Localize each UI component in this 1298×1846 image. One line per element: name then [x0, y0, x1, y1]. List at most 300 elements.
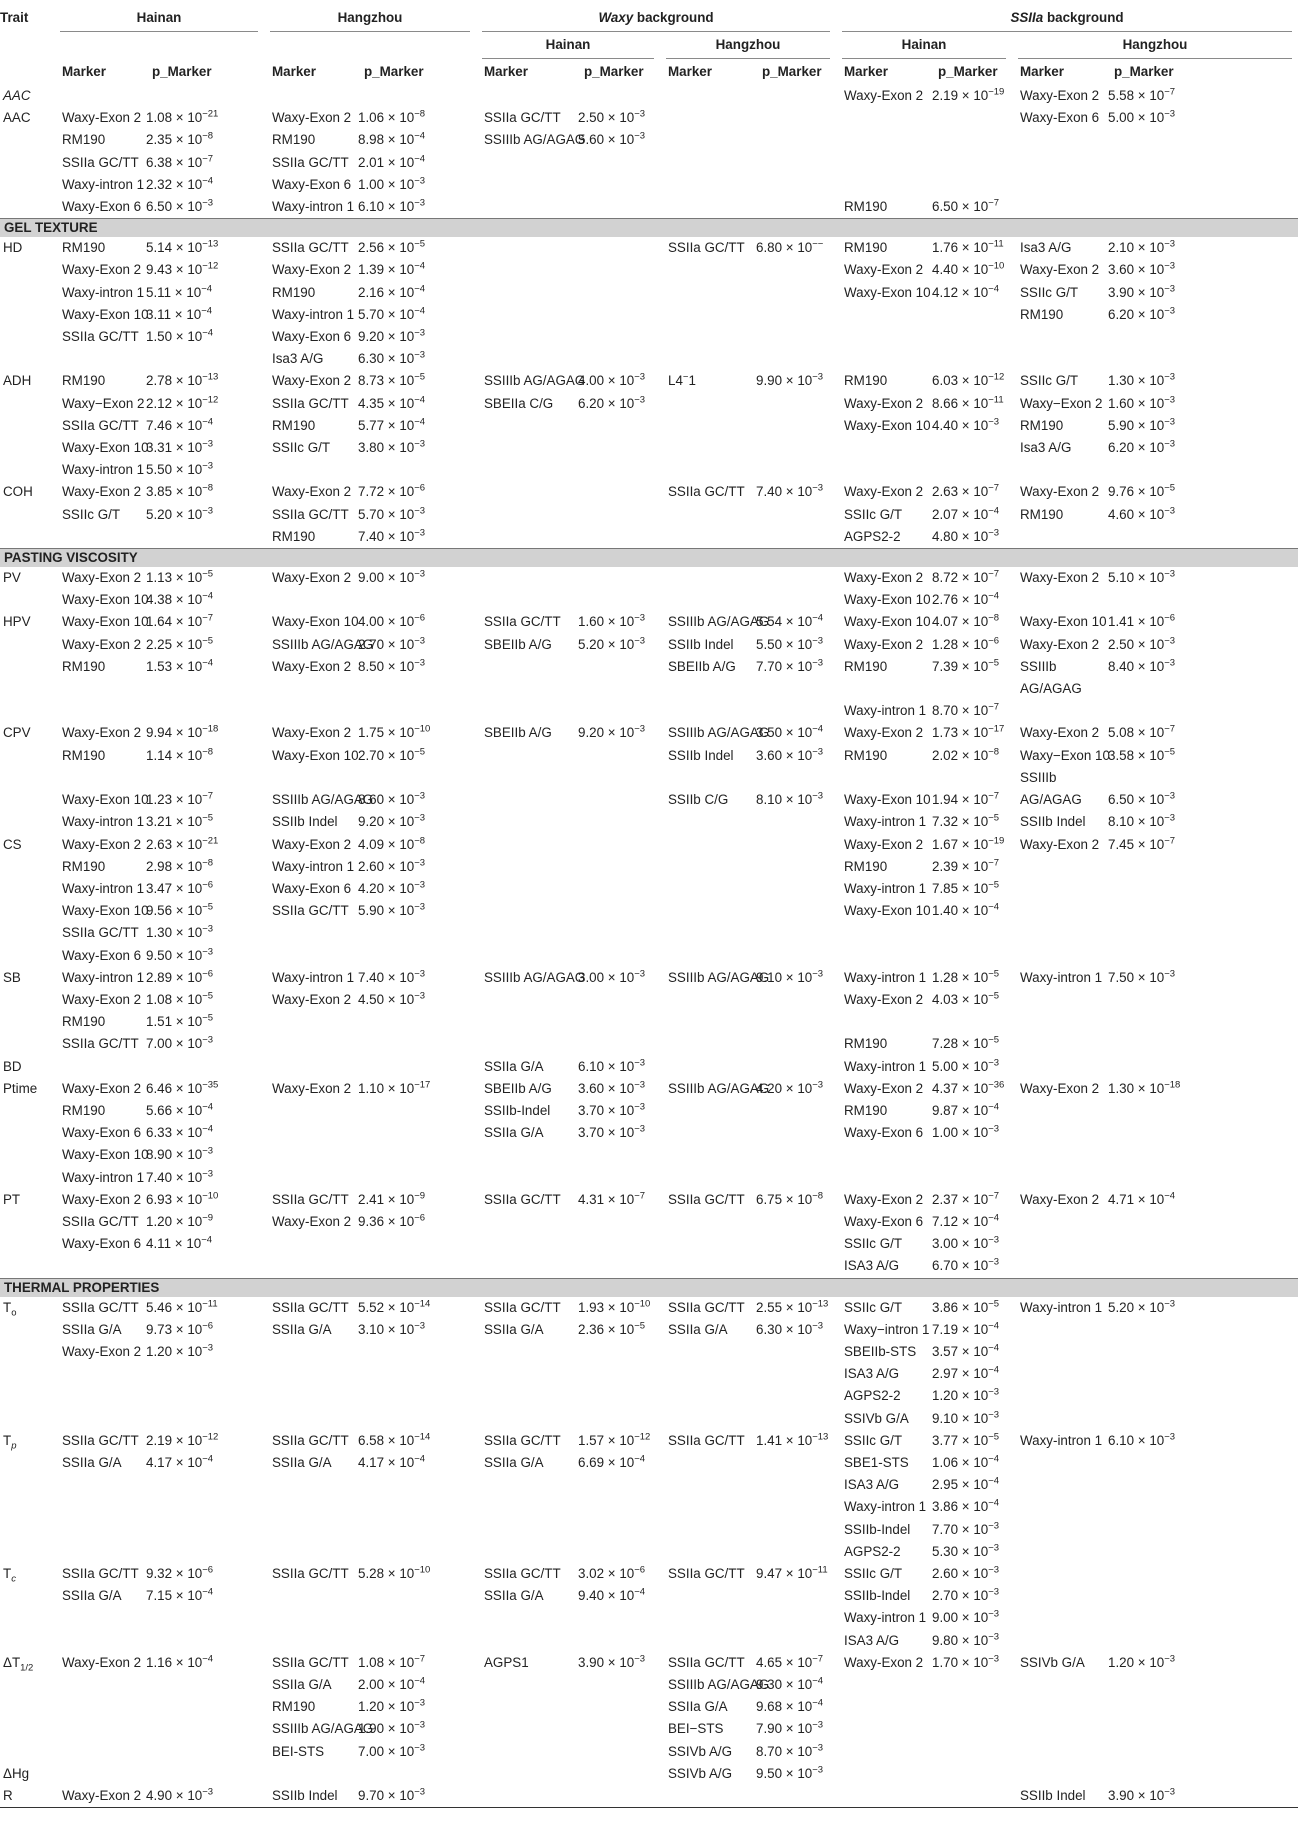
marker-name: Waxy-Exon 2 — [272, 991, 352, 1007]
marker-name: RM190 — [844, 373, 888, 389]
marker-name: Waxy-Exon 2 — [62, 991, 142, 1007]
p-value: $3.86 \times 10^{-5}$ — [932, 1298, 1000, 1315]
marker-name: SSIIa G/A — [272, 1677, 332, 1693]
marker-name: SSIIb-Indel — [484, 1102, 551, 1118]
marker-name: SSIIa G/A — [668, 1321, 728, 1337]
p-value: $1.06 \times 10^{-4}$ — [932, 1453, 1000, 1470]
p-value: $7.85 \times 10^{-5}$ — [932, 879, 1000, 896]
trait-label: AAC — [3, 88, 31, 103]
marker-cell — [836, 1297, 930, 1430]
marker-name: SBEIIb-STS — [844, 1343, 917, 1359]
marker-cell — [476, 370, 586, 481]
p-value — [932, 152, 1012, 174]
table-row — [0, 567, 1298, 611]
p-value-cell — [356, 370, 476, 481]
marker-cell — [476, 481, 576, 548]
p-value-cell — [576, 370, 660, 481]
p-value: $8.50 \times 10^{-3}$ — [358, 657, 426, 674]
marker-name: Waxy-intron 1 — [844, 814, 927, 830]
marker-name: Waxy-Exon 6 — [1020, 110, 1100, 126]
p-value: $8.90 \times 10^{-3}$ — [146, 1145, 214, 1163]
marker-name: SSIIa GC/TT — [668, 240, 745, 256]
marker-name: Waxy-Exon 6 — [62, 199, 142, 215]
p-value: $4.90 \times 10^{-3}$ — [146, 1786, 214, 1804]
p-value: $1.93 \times 10^{-10}$ — [578, 1298, 651, 1315]
marker-cell — [1012, 237, 1106, 370]
trait-label: $\Delta T_{1/2}$ — [3, 1654, 34, 1674]
header-p-marker: p_Marker — [762, 64, 822, 79]
marker-name: Waxy-intron 1 — [1020, 1432, 1103, 1448]
p-value: $5.60 \times 10^{-3}$ — [578, 130, 646, 148]
marker-cell — [1012, 1430, 1106, 1563]
trait-label: AAC — [3, 110, 31, 126]
p-value: $6.58 \times 10^{-14}$ — [358, 1431, 431, 1448]
marker-name: SSIIIb AG/AGAG — [668, 1080, 770, 1096]
p-value-cell — [930, 722, 1012, 833]
p-value: $4.09 \times 10^{-8}$ — [358, 835, 426, 852]
marker-cell — [836, 1189, 930, 1278]
p-value: $6.46 \times 10^{-35}$ — [146, 1079, 219, 1096]
p-value-cell — [144, 1056, 264, 1078]
marker-cell — [264, 1297, 356, 1430]
p-value: $6.70 \times 10^{-3}$ — [932, 1256, 1000, 1274]
marker-name: Waxy-Exon 2 — [62, 836, 142, 852]
marker-name — [844, 1785, 930, 1807]
marker-name: AGPS1 — [484, 1654, 529, 1670]
marker-name: RM190 — [62, 747, 106, 763]
marker-name: Waxy-intron 1 — [272, 306, 355, 322]
marker-name — [1020, 1763, 1106, 1785]
marker-cell — [54, 1785, 144, 1808]
table-row — [0, 1563, 1298, 1652]
marker-cell — [836, 1652, 930, 1763]
marker-cell — [1012, 1785, 1106, 1808]
marker-name — [484, 1785, 576, 1807]
marker-name: SSIIa G/A — [272, 1454, 332, 1470]
p-value — [756, 834, 836, 856]
marker-cell — [476, 1785, 576, 1808]
p-value: $5.90 \times 10^{-3}$ — [1108, 416, 1176, 433]
marker-name: SBEIIa C/G — [484, 395, 554, 411]
p-value-cell — [754, 967, 836, 1056]
marker-cell — [1012, 1652, 1106, 1763]
marker-name: Waxy-Exon 10 — [1020, 614, 1107, 630]
p-value: $9.20 \times 10^{-3}$ — [578, 724, 646, 741]
marker-name — [844, 1763, 930, 1785]
p-value: $8.98 \times 10^{-4}$ — [358, 130, 426, 148]
trait-label: $T_p$ — [3, 1432, 17, 1452]
marker-name: Waxy-Exon 6 — [272, 176, 352, 192]
p-value-cell — [1106, 1785, 1298, 1808]
section-title: GEL TEXTURE — [0, 219, 1298, 238]
p-value-cell — [144, 237, 264, 370]
p-value-cell — [356, 1785, 476, 1808]
table-row — [0, 237, 1298, 370]
marker-cell — [476, 967, 586, 1056]
trait-cell — [0, 722, 54, 833]
p-value-cell — [144, 1652, 264, 1763]
p-value: $9.90 \times 10^{-3}$ — [756, 371, 824, 389]
p-value-cell — [754, 1056, 836, 1078]
marker-name: SSIIa G/A — [484, 1588, 544, 1604]
p-value: $2.60 \times 10^{-3}$ — [932, 1564, 1000, 1581]
marker-name: SBEIIb A/G — [484, 1080, 552, 1096]
marker-cell — [836, 370, 930, 481]
p-value: $7.19 \times 10^{-4}$ — [932, 1320, 1000, 1337]
marker-name: Waxy-Exon 2 — [844, 1191, 924, 1207]
p-value: $2.78 \times 10^{-13}$ — [146, 371, 219, 389]
p-value — [932, 174, 1012, 196]
p-value: $1.20 \times 10^{-3}$ — [932, 1386, 1000, 1404]
marker-name: RM190 — [272, 1699, 316, 1715]
p-value: $1.39 \times 10^{-4}$ — [358, 260, 426, 278]
marker-name: SSIIb Indel — [272, 1788, 338, 1804]
marker-name: Waxy-Exon 2 — [844, 725, 924, 741]
marker-name: Waxy-Exon 10 — [62, 306, 149, 322]
marker-name: SSIIa GC/TT — [62, 329, 139, 345]
marker-cell — [836, 1056, 930, 1078]
p-value: $6.93 \times 10^{-10}$ — [146, 1190, 219, 1207]
p-value-cell — [754, 1763, 836, 1785]
marker-name: SSIIb Indel — [668, 636, 734, 652]
marker-name: Waxy-Exon 2 — [272, 110, 352, 126]
p-value: $8.40 \times 10^{-3}$ — [1108, 657, 1176, 674]
marker-name — [844, 767, 930, 789]
p-value: $1.51 \times 10^{-5}$ — [146, 1012, 214, 1030]
marker-name: Waxy-Exon 10 — [62, 1147, 149, 1163]
table-row — [0, 1189, 1298, 1278]
marker-cell — [264, 1056, 356, 1078]
marker-cell — [54, 481, 144, 548]
p-value — [358, 767, 476, 789]
marker-cell — [54, 1763, 144, 1785]
p-value — [1108, 1563, 1298, 1585]
marker-name: Waxy−Exon 10 — [1020, 747, 1110, 763]
marker-name: Waxy−Exon 2 — [1020, 395, 1103, 411]
p-value: $7.00 \times 10^{-3}$ — [358, 1742, 426, 1759]
section-header-row — [0, 1278, 1298, 1297]
header-p-marker: p_Marker — [1114, 64, 1174, 79]
p-value-cell — [576, 1763, 660, 1785]
p-value-cell — [144, 1563, 264, 1652]
p-value-cell — [356, 1056, 476, 1078]
p-value: $4.80 \times 10^{-3}$ — [932, 527, 1000, 544]
marker-name: RM190 — [844, 1036, 888, 1052]
marker-cell — [836, 1078, 930, 1189]
marker-cell — [836, 85, 930, 107]
p-value-cell — [1106, 237, 1298, 370]
p-value — [358, 1056, 476, 1078]
marker-name: SSIIb-Indel — [844, 1521, 911, 1537]
marker-name: SSIIIb AG/AGAG — [1020, 658, 1082, 697]
marker-cell — [476, 722, 576, 833]
p-value: $3.90 \times 10^{-3}$ — [1108, 1786, 1176, 1804]
trait-label: ADH — [3, 373, 32, 389]
p-value-cell — [576, 722, 660, 833]
marker-name: SSIIIb AG/AGAG — [668, 614, 770, 630]
p-value-cell — [930, 85, 1012, 107]
marker-name — [484, 85, 576, 107]
p-value: $9.40 \times 10^{-4}$ — [578, 1586, 646, 1604]
p-value-cell — [576, 1430, 660, 1563]
header-ssiia-hainan: Hainan — [836, 32, 1012, 59]
p-value: $1.53 \times 10^{-4}$ — [146, 657, 214, 674]
header-marker: Marker — [1020, 64, 1064, 79]
p-value: $3.47 \times 10^{-6}$ — [146, 879, 214, 896]
trait-label: BD — [3, 1058, 22, 1074]
p-value: $7.70 \times 10^{-3}$ — [932, 1520, 1000, 1537]
p-value: $9.68 \times 10^{-4}$ — [756, 1697, 824, 1715]
marker-name: RM190 — [272, 417, 316, 433]
header-ssiia-hangzhou: Hangzhou — [1012, 32, 1298, 59]
table-row — [0, 1763, 1298, 1785]
p-value: $2.56 \times 10^{-5}$ — [358, 238, 426, 256]
marker-cell — [836, 1563, 930, 1652]
marker-name: RM190 — [62, 132, 106, 148]
p-value: $3.50 \times 10^{-4}$ — [756, 724, 824, 741]
marker-cell — [660, 1430, 754, 1563]
marker-name: SSIIa GC/TT — [484, 1191, 561, 1207]
header-hainan: Hainan — [54, 5, 264, 32]
p-value: $4.11 \times 10^{-4}$ — [146, 1234, 213, 1252]
table-row — [0, 1785, 1298, 1808]
p-value: $5.00 \times 10^{-3}$ — [1108, 108, 1176, 126]
p-value-cell — [576, 1563, 660, 1652]
header-marker: Marker — [272, 64, 316, 79]
marker-name: Waxy-intron 1 — [844, 1610, 927, 1626]
p-value: $3.31 \times 10^{-3}$ — [146, 438, 214, 456]
marker-name: SSIIa G/A — [668, 1699, 728, 1715]
marker-name: SSIVb G/A — [844, 1410, 909, 1426]
p-value-cell — [576, 1189, 660, 1278]
p-value: $4.17 \times 10^{-4}$ — [146, 1453, 214, 1470]
p-value — [756, 767, 836, 789]
p-value-cell — [1106, 370, 1298, 481]
marker-name: Waxy-Exon 2 — [1020, 262, 1100, 278]
p-value-cell — [754, 370, 836, 481]
p-value: $8.10 \times 10^{-3}$ — [1108, 812, 1176, 830]
marker-cell — [836, 611, 930, 722]
marker-cell — [660, 1785, 754, 1808]
p-value-cell — [930, 107, 1012, 219]
marker-cell — [476, 107, 586, 219]
p-value-cell — [356, 1297, 476, 1430]
marker-name: SSIIa GC/TT — [272, 1432, 349, 1448]
marker-cell — [54, 722, 149, 833]
marker-name: Waxy-intron 1 — [62, 284, 145, 300]
p-value-cell — [1106, 967, 1298, 1056]
header-p-marker: p_Marker — [364, 64, 424, 79]
p-value: $1.20 \times 10^{-3}$ — [1108, 1653, 1176, 1670]
p-value-cell — [1106, 1763, 1298, 1785]
p-value-cell — [144, 85, 264, 107]
p-value: $8.73 \times 10^{-5}$ — [358, 371, 426, 389]
p-value: $5.00 \times 10^{-3}$ — [932, 1057, 1000, 1074]
marker-name: Waxy-intron 1 — [844, 969, 927, 985]
p-value-cell — [1106, 1430, 1298, 1563]
header-row-3 — [0, 59, 1298, 85]
marker-cell — [264, 567, 356, 611]
marker-cell — [660, 1652, 770, 1763]
marker-name: Waxy-Exon 10 — [844, 614, 931, 630]
marker-name: AGPS2-2 — [844, 528, 901, 544]
p-value: $2.50 \times 10^{-3}$ — [578, 108, 646, 126]
p-value: $3.80 \times 10^{-3}$ — [358, 438, 426, 456]
p-value-cell — [1106, 722, 1298, 833]
marker-cell — [476, 1078, 576, 1189]
marker-cell — [264, 107, 356, 219]
p-value-cell — [930, 567, 1012, 611]
p-value: $7.40 \times 10^{-3}$ — [358, 527, 426, 544]
marker-cell — [264, 85, 356, 107]
marker-name: SSIIIb AG/AGAG — [668, 969, 770, 985]
marker-name: SSIIIb AG/AGAG — [668, 725, 770, 741]
p-value: $4.65 \times 10^{-7}$ — [756, 1653, 824, 1670]
p-value: $3.00 \times 10^{-3}$ — [578, 968, 646, 985]
marker-cell — [1012, 1078, 1106, 1189]
marker-cell — [836, 107, 930, 219]
marker-name: Waxy-Exon 10 — [62, 614, 149, 630]
trait-label: COH — [3, 484, 33, 500]
p-value-cell — [754, 611, 836, 722]
p-value: $2.00 \times 10^{-4}$ — [358, 1675, 426, 1693]
marker-cell — [54, 1056, 144, 1078]
marker-name: Waxy-intron 1 — [62, 814, 145, 830]
table-row — [0, 1297, 1298, 1430]
p-value-cell — [1106, 481, 1298, 548]
p-value — [146, 85, 264, 107]
marker-name: Waxy-Exon 2 — [1020, 570, 1100, 586]
p-value: $3.00 \times 10^{-3}$ — [932, 1234, 1000, 1252]
p-value: $9.10 \times 10^{-3}$ — [756, 968, 824, 985]
p-value-cell — [930, 1563, 1012, 1652]
p-value: $4.20 \times 10^{-3}$ — [358, 879, 426, 896]
marker-cell — [54, 1078, 149, 1189]
p-value: $1.41 \times 10^{-6}$ — [1108, 613, 1176, 630]
marker-name: SSIIa GC/TT — [62, 1432, 139, 1448]
p-value-cell — [576, 1652, 660, 1763]
marker-cell — [836, 567, 930, 611]
marker-cell — [1012, 967, 1106, 1056]
p-value-cell — [576, 611, 660, 722]
p-value-cell — [576, 1078, 660, 1189]
trait-cell — [0, 370, 54, 481]
marker-name — [484, 834, 576, 856]
p-value: $1.75 \times 10^{-10}$ — [358, 724, 431, 741]
marker-cell — [660, 611, 770, 722]
marker-cell — [1012, 1763, 1106, 1785]
marker-name — [844, 129, 930, 151]
marker-name: Waxy-Exon 10 — [62, 440, 149, 456]
marker-name: SSIIc G/T — [844, 1432, 903, 1448]
marker-name: SSIIIb AG/AGAG — [484, 969, 586, 985]
p-value: $7.32 \times 10^{-5}$ — [932, 812, 1000, 830]
marker-name: SSIIIb AG/AGAG — [668, 1677, 770, 1693]
marker-name: SSIIa GC/TT — [668, 1432, 745, 1448]
p-value: $1.00 \times 10^{-3}$ — [932, 1123, 1000, 1141]
trait-label: SB — [3, 969, 21, 985]
marker-name: SSIIIb AG/AGAG — [1020, 769, 1082, 808]
p-value: $2.01 \times 10^{-4}$ — [358, 153, 426, 170]
p-value: $3.11 \times 10^{-4}$ — [146, 305, 213, 322]
p-value: $5.70 \times 10^{-4}$ — [358, 305, 426, 322]
p-value: $2.39 \times 10^{-7}$ — [932, 857, 1000, 874]
marker-cell — [476, 1297, 576, 1430]
marker-name: Waxy-Exon 2 — [62, 725, 142, 741]
marker-cell — [1012, 834, 1106, 967]
p-value-cell — [754, 567, 836, 611]
p-value: $7.46 \times 10^{-4}$ — [146, 416, 214, 433]
marker-name: Waxy-Exon 2 — [62, 1343, 142, 1359]
p-value: $6.10 \times 10^{-3}$ — [358, 197, 426, 215]
p-value: $7.12 \times 10^{-4}$ — [932, 1212, 1000, 1229]
p-value: $4.20 \times 10^{-3}$ — [756, 1079, 824, 1096]
p-value-cell — [356, 967, 476, 1056]
marker-cell — [264, 722, 374, 833]
p-value-cell — [930, 237, 1012, 370]
p-value: $5.50 \times 10^{-3}$ — [756, 635, 824, 652]
marker-cell — [54, 1297, 144, 1430]
marker-name: SSIIc G/T — [844, 1566, 903, 1581]
p-value-cell — [576, 567, 660, 611]
marker-name: Waxy-Exon 10 — [272, 614, 359, 630]
marker-name — [844, 174, 930, 196]
marker-cell — [660, 1189, 754, 1278]
marker-cell — [476, 1189, 576, 1278]
p-value-cell — [144, 967, 264, 1056]
p-value: $5.14 \times 10^{-13}$ — [146, 238, 219, 256]
marker-name: RM190 — [62, 858, 106, 874]
marker-cell — [54, 107, 144, 219]
p-value-cell — [754, 1785, 836, 1808]
trait-label: R — [3, 1788, 13, 1804]
p-value: $4.35 \times 10^{-4}$ — [358, 394, 426, 411]
p-value-cell — [930, 967, 1012, 1056]
marker-name: AGPS2-2 — [844, 1543, 901, 1559]
marker-name: SSIIa GC/TT — [668, 1566, 745, 1581]
marker-cell — [264, 967, 356, 1056]
p-value: $3.60 \times 10^{-3}$ — [756, 746, 824, 763]
p-value-cell — [356, 1078, 476, 1189]
marker-cell — [836, 722, 930, 833]
p-value: $9.30 \times 10^{-4}$ — [756, 1675, 824, 1693]
marker-name: Waxy-Exon 2 — [844, 991, 924, 1007]
marker-cell — [660, 1078, 770, 1189]
p-value: $6.30 \times 10^{-3}$ — [756, 1320, 824, 1337]
header-p-marker: p_Marker — [584, 64, 644, 79]
p-value: $8.10 \times 10^{-3}$ — [756, 790, 824, 808]
p-value: $1.64 \times 10^{-7}$ — [146, 613, 214, 630]
marker-cell — [660, 1056, 754, 1078]
marker-name: Waxy-Exon 2 — [844, 88, 924, 103]
marker-name: RM190 — [62, 658, 106, 674]
p-value: $9.50 \times 10^{-3}$ — [756, 1764, 824, 1781]
table-row — [0, 1652, 1298, 1763]
p-value — [756, 1056, 836, 1078]
table-row — [0, 1430, 1298, 1563]
marker-name: Waxy-intron 1 — [844, 880, 927, 896]
marker-name: Waxy-Exon 2 — [62, 110, 142, 126]
p-value: $2.16 \times 10^{-4}$ — [358, 283, 426, 300]
p-value: $6.50 \times 10^{-3}$ — [1108, 790, 1176, 808]
marker-cell — [660, 1563, 754, 1652]
marker-name: SSIIa G/A — [62, 1454, 122, 1470]
marker-name: Waxy-Exon 6 — [62, 1125, 142, 1141]
p-value: $2.19 \times 10^{-12}$ — [146, 1431, 219, 1448]
marker-name: Waxy-Exon 2 — [1020, 88, 1100, 103]
p-value-cell — [356, 611, 476, 722]
marker-name: Waxy-Exon 2 — [844, 636, 924, 652]
